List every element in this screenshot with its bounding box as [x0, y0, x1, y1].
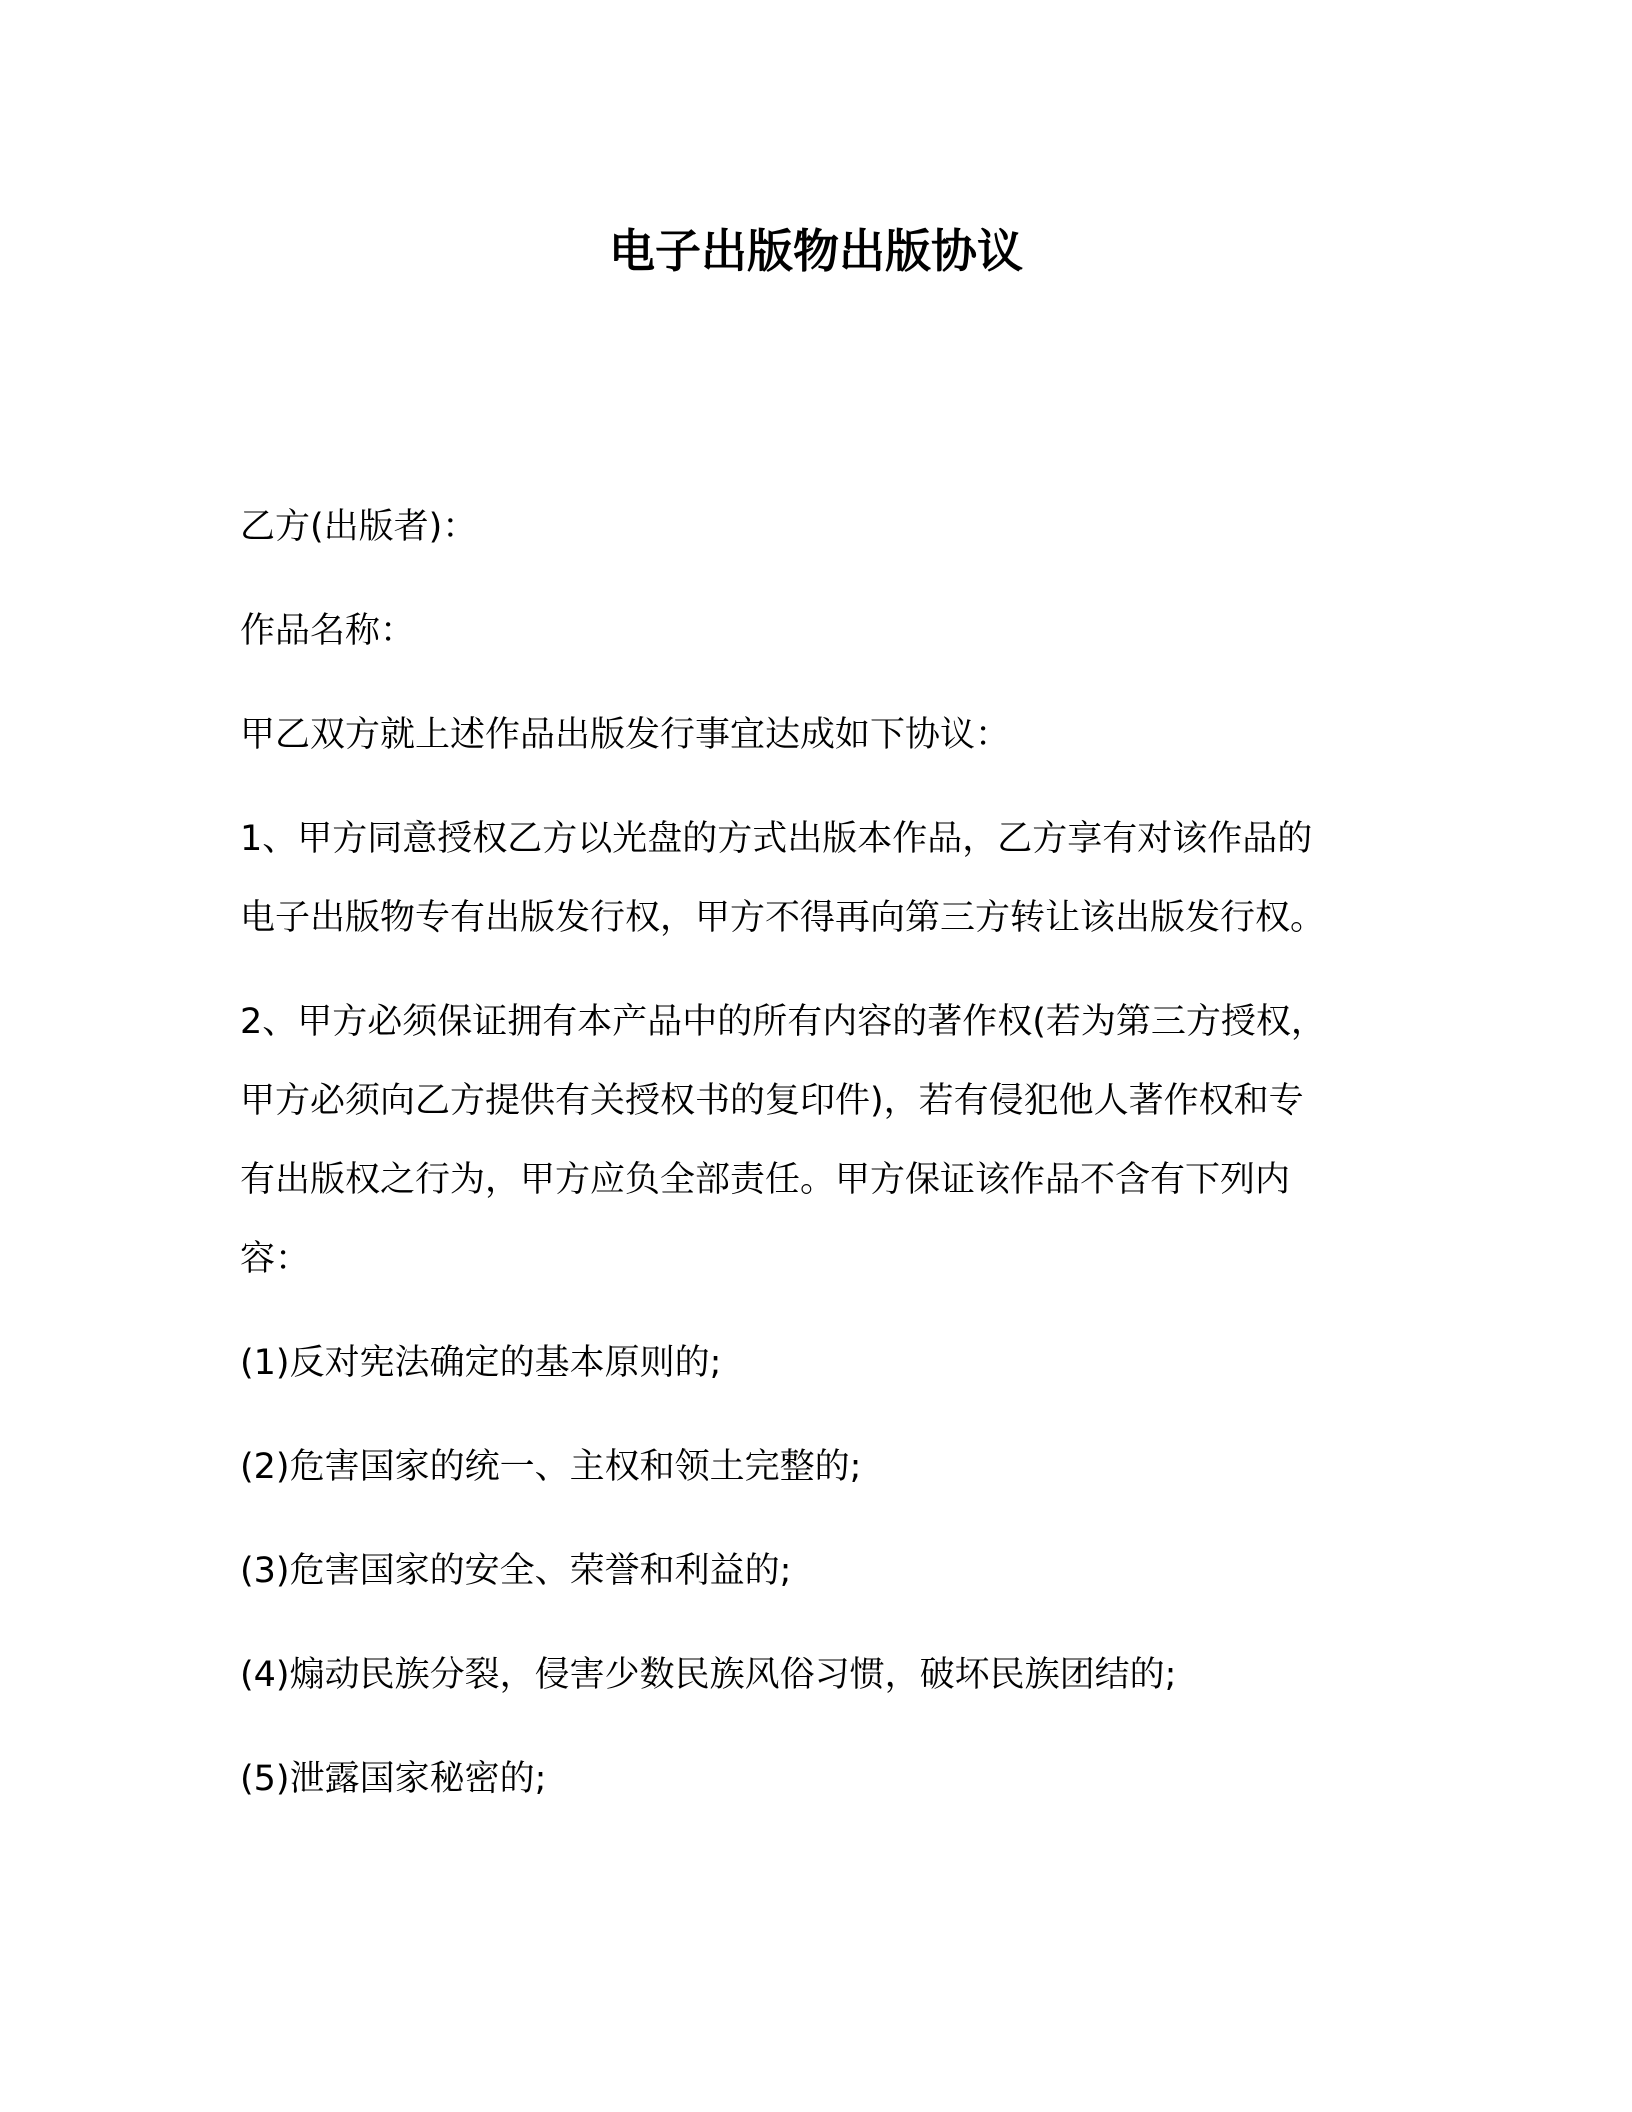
list-item: (2)危害国家的统一、主权和领土完整的;	[240, 1447, 862, 1487]
clause-2	[240, 983, 1380, 1299]
party-b-line: 乙方(出版者)：	[240, 507, 478, 547]
clause-1-line: 1、甲方同意授权乙方以光盘的方式出版本作品，乙方享有对该作品的	[240, 819, 1313, 859]
document-body	[240, 488, 1380, 1819]
list-item: (1)反对宪法确定的基本原则的;	[240, 1343, 722, 1383]
clause-2-line: 甲方必须向乙方提供有关授权书的复印件)，若有侵犯他人著作权和专	[240, 1081, 1304, 1121]
work-name-line: 作品名称：	[240, 611, 416, 651]
document-title: 电子出版物出版协议	[609, 224, 1023, 278]
clause-1-line: 电子出版物专有出版发行权，甲方不得再向第三方转让该出版发行权。	[240, 898, 1326, 938]
clause-2-line: 容：	[240, 1239, 311, 1279]
clause-1	[240, 800, 1380, 958]
list-item: (3)危害国家的安全、荣誉和利益的;	[240, 1551, 792, 1591]
list-item: (4)煽动民族分裂，侵害少数民族风俗习惯，破坏民族团结的;	[240, 1655, 1177, 1695]
clause-2-line: 2、甲方必须保证拥有本产品中的所有内容的著作权(若为第三方授权，	[240, 1002, 1326, 1042]
list-item: (5)泄露国家秘密的;	[240, 1759, 547, 1799]
intro-paragraph: 甲乙双方就上述作品出版发行事宜达成如下协议：	[240, 715, 1011, 755]
clause-2-line: 有出版权之行为，甲方应负全部责任。甲方保证该作品不含有下列内	[240, 1160, 1291, 1200]
